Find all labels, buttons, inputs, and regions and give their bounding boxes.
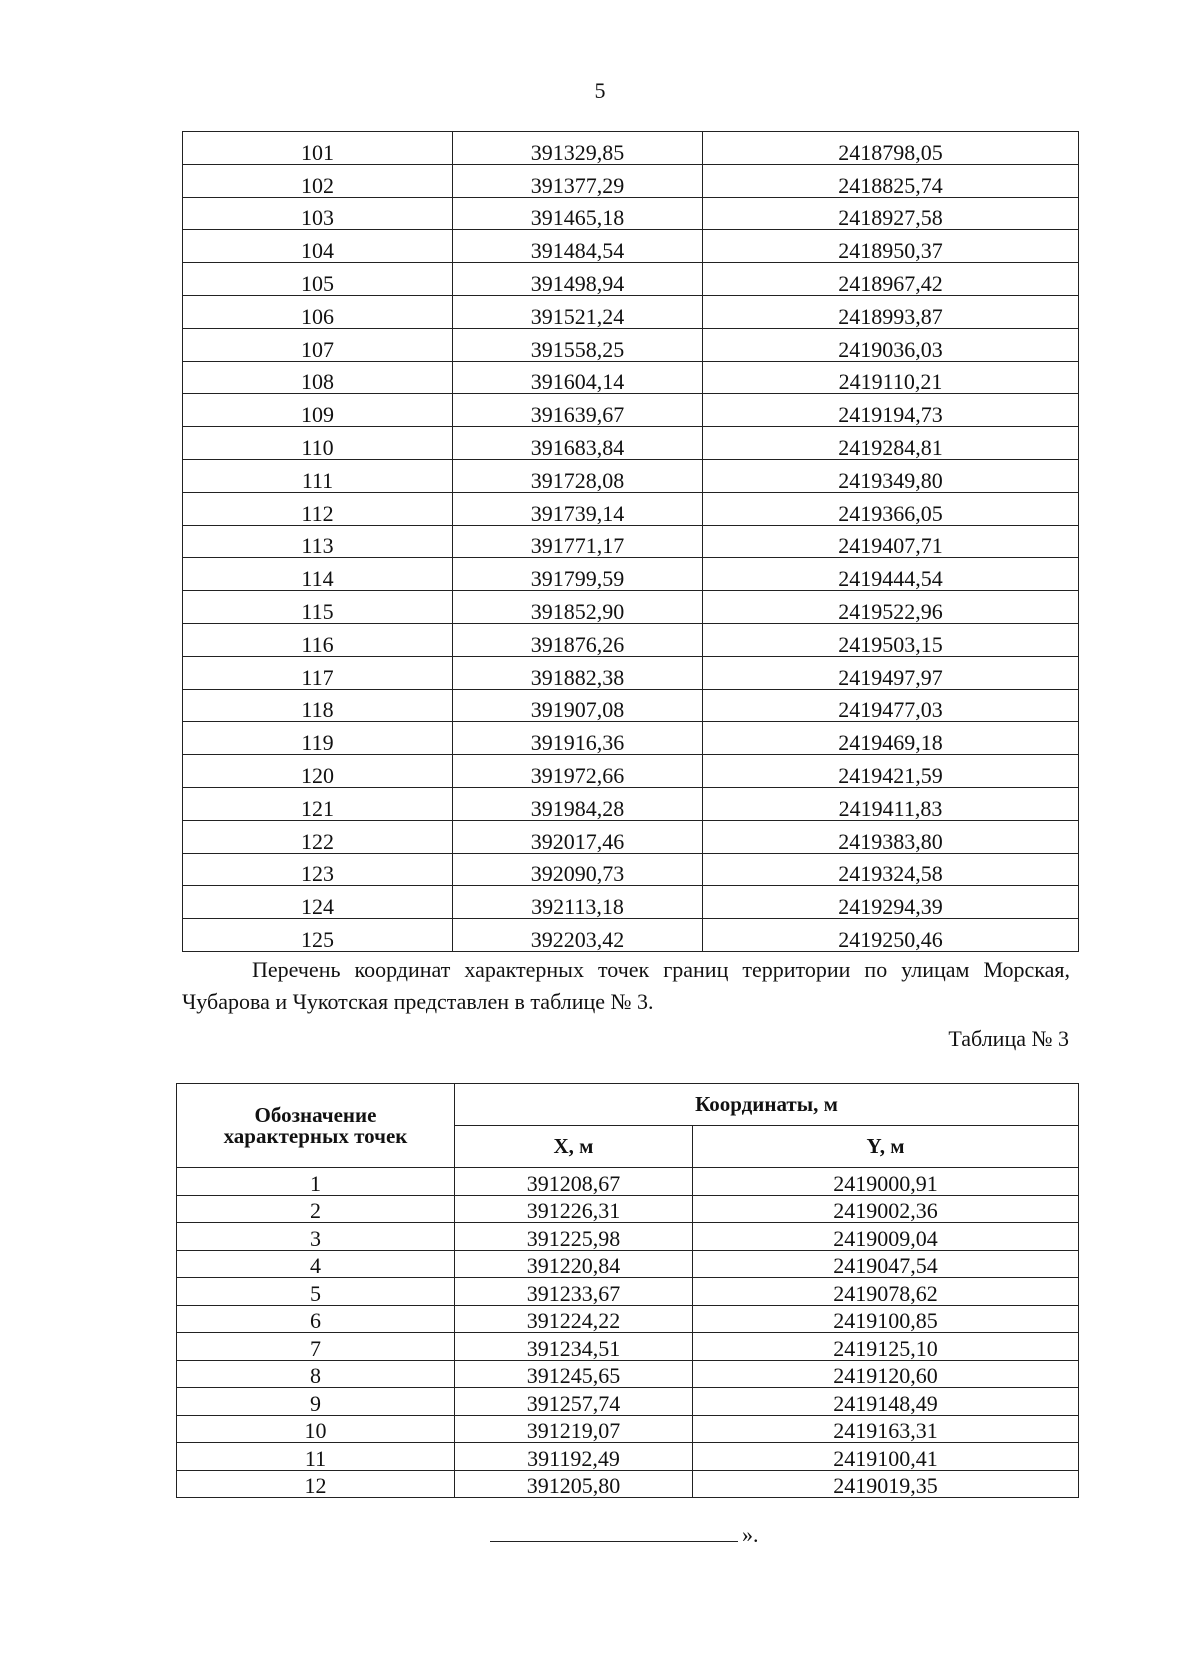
x-coordinate-cell: 392203,42 <box>453 919 703 952</box>
point-number-cell: 12 <box>177 1470 455 1498</box>
table-row <box>177 1168 1079 1196</box>
x-coordinate-cell: 391604,14 <box>453 361 703 394</box>
table-row <box>183 919 1079 952</box>
y-coordinate-cell: 2419477,03 <box>703 689 1079 722</box>
table-row <box>183 591 1079 624</box>
point-number-cell: 122 <box>183 820 453 853</box>
y-coordinate-cell: 2419000,91 <box>693 1168 1079 1196</box>
x-coordinate-cell: 391220,84 <box>455 1250 693 1278</box>
table-row <box>177 1388 1079 1416</box>
point-number-cell: 108 <box>183 361 453 394</box>
x-coordinate-cell: 391219,07 <box>455 1415 693 1443</box>
x-coordinate-cell: 391771,17 <box>453 525 703 558</box>
y-coordinate-cell: 2419444,54 <box>703 558 1079 591</box>
point-number-cell: 104 <box>183 230 453 263</box>
x-coordinate-cell: 391377,29 <box>453 164 703 197</box>
x-coordinate-cell: 391907,08 <box>453 689 703 722</box>
table-row <box>183 689 1079 722</box>
point-number-cell: 120 <box>183 755 453 788</box>
x-coordinate-cell: 391916,36 <box>453 722 703 755</box>
x-coordinate-cell: 391683,84 <box>453 427 703 460</box>
x-coordinate-cell: 391465,18 <box>453 197 703 230</box>
x-coordinate-cell: 391234,51 <box>455 1333 693 1361</box>
y-coordinate-cell: 2418927,58 <box>703 197 1079 230</box>
coordinates-table-continued <box>182 131 1079 952</box>
x-coordinate-cell: 391521,24 <box>453 295 703 328</box>
point-number-cell: 121 <box>183 787 453 820</box>
y-coordinate-cell: 2419250,46 <box>703 919 1079 952</box>
x-coordinate-cell: 391233,67 <box>455 1278 693 1306</box>
point-number-cell: 103 <box>183 197 453 230</box>
header-coordinates: Координаты, м <box>455 1084 1079 1126</box>
x-coordinate-cell: 391876,26 <box>453 623 703 656</box>
point-number-cell: 4 <box>177 1250 455 1278</box>
x-coordinate-cell: 391498,94 <box>453 263 703 296</box>
point-number-cell: 115 <box>183 591 453 624</box>
table-row <box>177 1305 1079 1333</box>
header-x: X, м <box>455 1126 693 1168</box>
y-coordinate-cell: 2419148,49 <box>693 1388 1079 1416</box>
closing-mark <box>490 1522 759 1548</box>
x-coordinate-cell: 392017,46 <box>453 820 703 853</box>
x-coordinate-cell: 391984,28 <box>453 787 703 820</box>
table-row <box>177 1250 1079 1278</box>
table-row <box>183 755 1079 788</box>
y-coordinate-cell: 2419120,60 <box>693 1360 1079 1388</box>
table-row <box>183 492 1079 525</box>
y-coordinate-cell: 2419194,73 <box>703 394 1079 427</box>
x-coordinate-cell: 391208,67 <box>455 1168 693 1196</box>
paragraph-table3-intro: Перечень координат характерных точек границ территории по улицам Морская, Чубарова и Чукотская представлен в таблице № 3. <box>182 957 1070 1014</box>
x-coordinate-cell: 391639,67 <box>453 394 703 427</box>
x-coordinate-cell: 391852,90 <box>453 591 703 624</box>
point-number-cell: 11 <box>177 1443 455 1471</box>
table-row <box>177 1470 1079 1498</box>
y-coordinate-cell: 2419421,59 <box>703 755 1079 788</box>
y-coordinate-cell: 2419019,35 <box>693 1470 1079 1498</box>
y-coordinate-cell: 2419469,18 <box>703 722 1079 755</box>
x-coordinate-cell: 392090,73 <box>453 853 703 886</box>
y-coordinate-cell: 2419100,85 <box>693 1305 1079 1333</box>
x-coordinate-cell: 391739,14 <box>453 492 703 525</box>
point-number-cell: 110 <box>183 427 453 460</box>
table-row <box>177 1278 1079 1306</box>
y-coordinate-cell: 2418825,74 <box>703 164 1079 197</box>
y-coordinate-cell: 2419125,10 <box>693 1333 1079 1361</box>
y-coordinate-cell: 2419036,03 <box>703 328 1079 361</box>
point-number-cell: 111 <box>183 459 453 492</box>
point-number-cell: 112 <box>183 492 453 525</box>
point-number-cell: 105 <box>183 263 453 296</box>
y-coordinate-cell: 2418993,87 <box>703 295 1079 328</box>
y-coordinate-cell: 2419047,54 <box>693 1250 1079 1278</box>
table-row <box>183 623 1079 656</box>
y-coordinate-cell: 2418967,42 <box>703 263 1079 296</box>
x-coordinate-cell: 391245,65 <box>455 1360 693 1388</box>
table-row <box>183 656 1079 689</box>
table-row <box>177 1360 1079 1388</box>
y-coordinate-cell: 2419497,97 <box>703 656 1079 689</box>
table-row <box>183 230 1079 263</box>
y-coordinate-cell: 2419366,05 <box>703 492 1079 525</box>
point-number-cell: 101 <box>183 132 453 165</box>
x-coordinate-cell: 391224,22 <box>455 1305 693 1333</box>
y-coordinate-cell: 2419407,71 <box>703 525 1079 558</box>
x-coordinate-cell: 391484,54 <box>453 230 703 263</box>
point-number-cell: 107 <box>183 328 453 361</box>
x-coordinate-cell: 391799,59 <box>453 558 703 591</box>
y-coordinate-cell: 2419009,04 <box>693 1223 1079 1251</box>
x-coordinate-cell: 391192,49 <box>455 1443 693 1471</box>
x-coordinate-cell: 391226,31 <box>455 1195 693 1223</box>
y-coordinate-cell: 2419163,31 <box>693 1415 1079 1443</box>
y-coordinate-cell: 2419078,62 <box>693 1278 1079 1306</box>
x-coordinate-cell: 391205,80 <box>455 1470 693 1498</box>
table3-header <box>177 1084 1079 1168</box>
table-row <box>183 853 1079 886</box>
y-coordinate-cell: 2419522,96 <box>703 591 1079 624</box>
table-row <box>177 1333 1079 1361</box>
table-row <box>183 394 1079 427</box>
table-row <box>177 1223 1079 1251</box>
x-coordinate-cell: 391329,85 <box>453 132 703 165</box>
table-row <box>183 722 1079 755</box>
point-number-cell: 7 <box>177 1333 455 1361</box>
table3-caption: Таблица № 3 <box>948 1026 1069 1051</box>
point-number-cell: 119 <box>183 722 453 755</box>
point-number-cell: 9 <box>177 1388 455 1416</box>
closing-quote: ». <box>742 1522 759 1547</box>
table-row <box>183 427 1079 460</box>
x-coordinate-cell: 391257,74 <box>455 1388 693 1416</box>
y-coordinate-cell: 2419002,36 <box>693 1195 1079 1223</box>
point-number-cell: 5 <box>177 1278 455 1306</box>
point-number-cell: 2 <box>177 1195 455 1223</box>
point-number-cell: 114 <box>183 558 453 591</box>
table-row <box>177 1443 1079 1471</box>
table-row <box>183 886 1079 919</box>
table-row <box>183 295 1079 328</box>
x-coordinate-cell: 391225,98 <box>455 1223 693 1251</box>
x-coordinate-cell: 391972,66 <box>453 755 703 788</box>
table-row <box>183 820 1079 853</box>
x-coordinate-cell: 392113,18 <box>453 886 703 919</box>
table-row <box>183 263 1079 296</box>
point-number-cell: 124 <box>183 886 453 919</box>
y-coordinate-cell: 2419284,81 <box>703 427 1079 460</box>
table-row <box>183 787 1079 820</box>
point-number-cell: 109 <box>183 394 453 427</box>
point-number-cell: 10 <box>177 1415 455 1443</box>
table-row <box>177 1415 1079 1443</box>
point-number-cell: 8 <box>177 1360 455 1388</box>
closing-underline <box>490 1541 738 1542</box>
y-coordinate-cell: 2419324,58 <box>703 853 1079 886</box>
table-row <box>183 558 1079 591</box>
table-row <box>183 328 1079 361</box>
point-number-cell: 113 <box>183 525 453 558</box>
y-coordinate-cell: 2419503,15 <box>703 623 1079 656</box>
coordinates-table-3 <box>176 1083 1079 1498</box>
y-coordinate-cell: 2419294,39 <box>703 886 1079 919</box>
table-row <box>183 164 1079 197</box>
x-coordinate-cell: 391728,08 <box>453 459 703 492</box>
point-number-cell: 123 <box>183 853 453 886</box>
x-coordinate-cell: 391882,38 <box>453 656 703 689</box>
table-row <box>177 1195 1079 1223</box>
table-row <box>183 197 1079 230</box>
y-coordinate-cell: 2418950,37 <box>703 230 1079 263</box>
x-coordinate-cell: 391558,25 <box>453 328 703 361</box>
header-y: Y, м <box>693 1126 1079 1168</box>
table-row <box>183 132 1079 165</box>
point-number-cell: 3 <box>177 1223 455 1251</box>
y-coordinate-cell: 2419411,83 <box>703 787 1079 820</box>
point-number-cell: 6 <box>177 1305 455 1333</box>
y-coordinate-cell: 2418798,05 <box>703 132 1079 165</box>
point-number-cell: 106 <box>183 295 453 328</box>
table-row <box>183 525 1079 558</box>
point-number-cell: 125 <box>183 919 453 952</box>
header-point-designation: Обозначение характерных точек <box>177 1084 455 1168</box>
point-number-cell: 102 <box>183 164 453 197</box>
y-coordinate-cell: 2419100,41 <box>693 1443 1079 1471</box>
y-coordinate-cell: 2419110,21 <box>703 361 1079 394</box>
y-coordinate-cell: 2419383,80 <box>703 820 1079 853</box>
point-number-cell: 118 <box>183 689 453 722</box>
y-coordinate-cell: 2419349,80 <box>703 459 1079 492</box>
point-number-cell: 117 <box>183 656 453 689</box>
page-number: 5 <box>594 78 606 103</box>
table3-body <box>177 1168 1079 1498</box>
table-row <box>183 459 1079 492</box>
point-number-cell: 1 <box>177 1168 455 1196</box>
coordinates-table-body <box>183 132 1079 952</box>
point-number-cell: 116 <box>183 623 453 656</box>
table-row <box>183 361 1079 394</box>
